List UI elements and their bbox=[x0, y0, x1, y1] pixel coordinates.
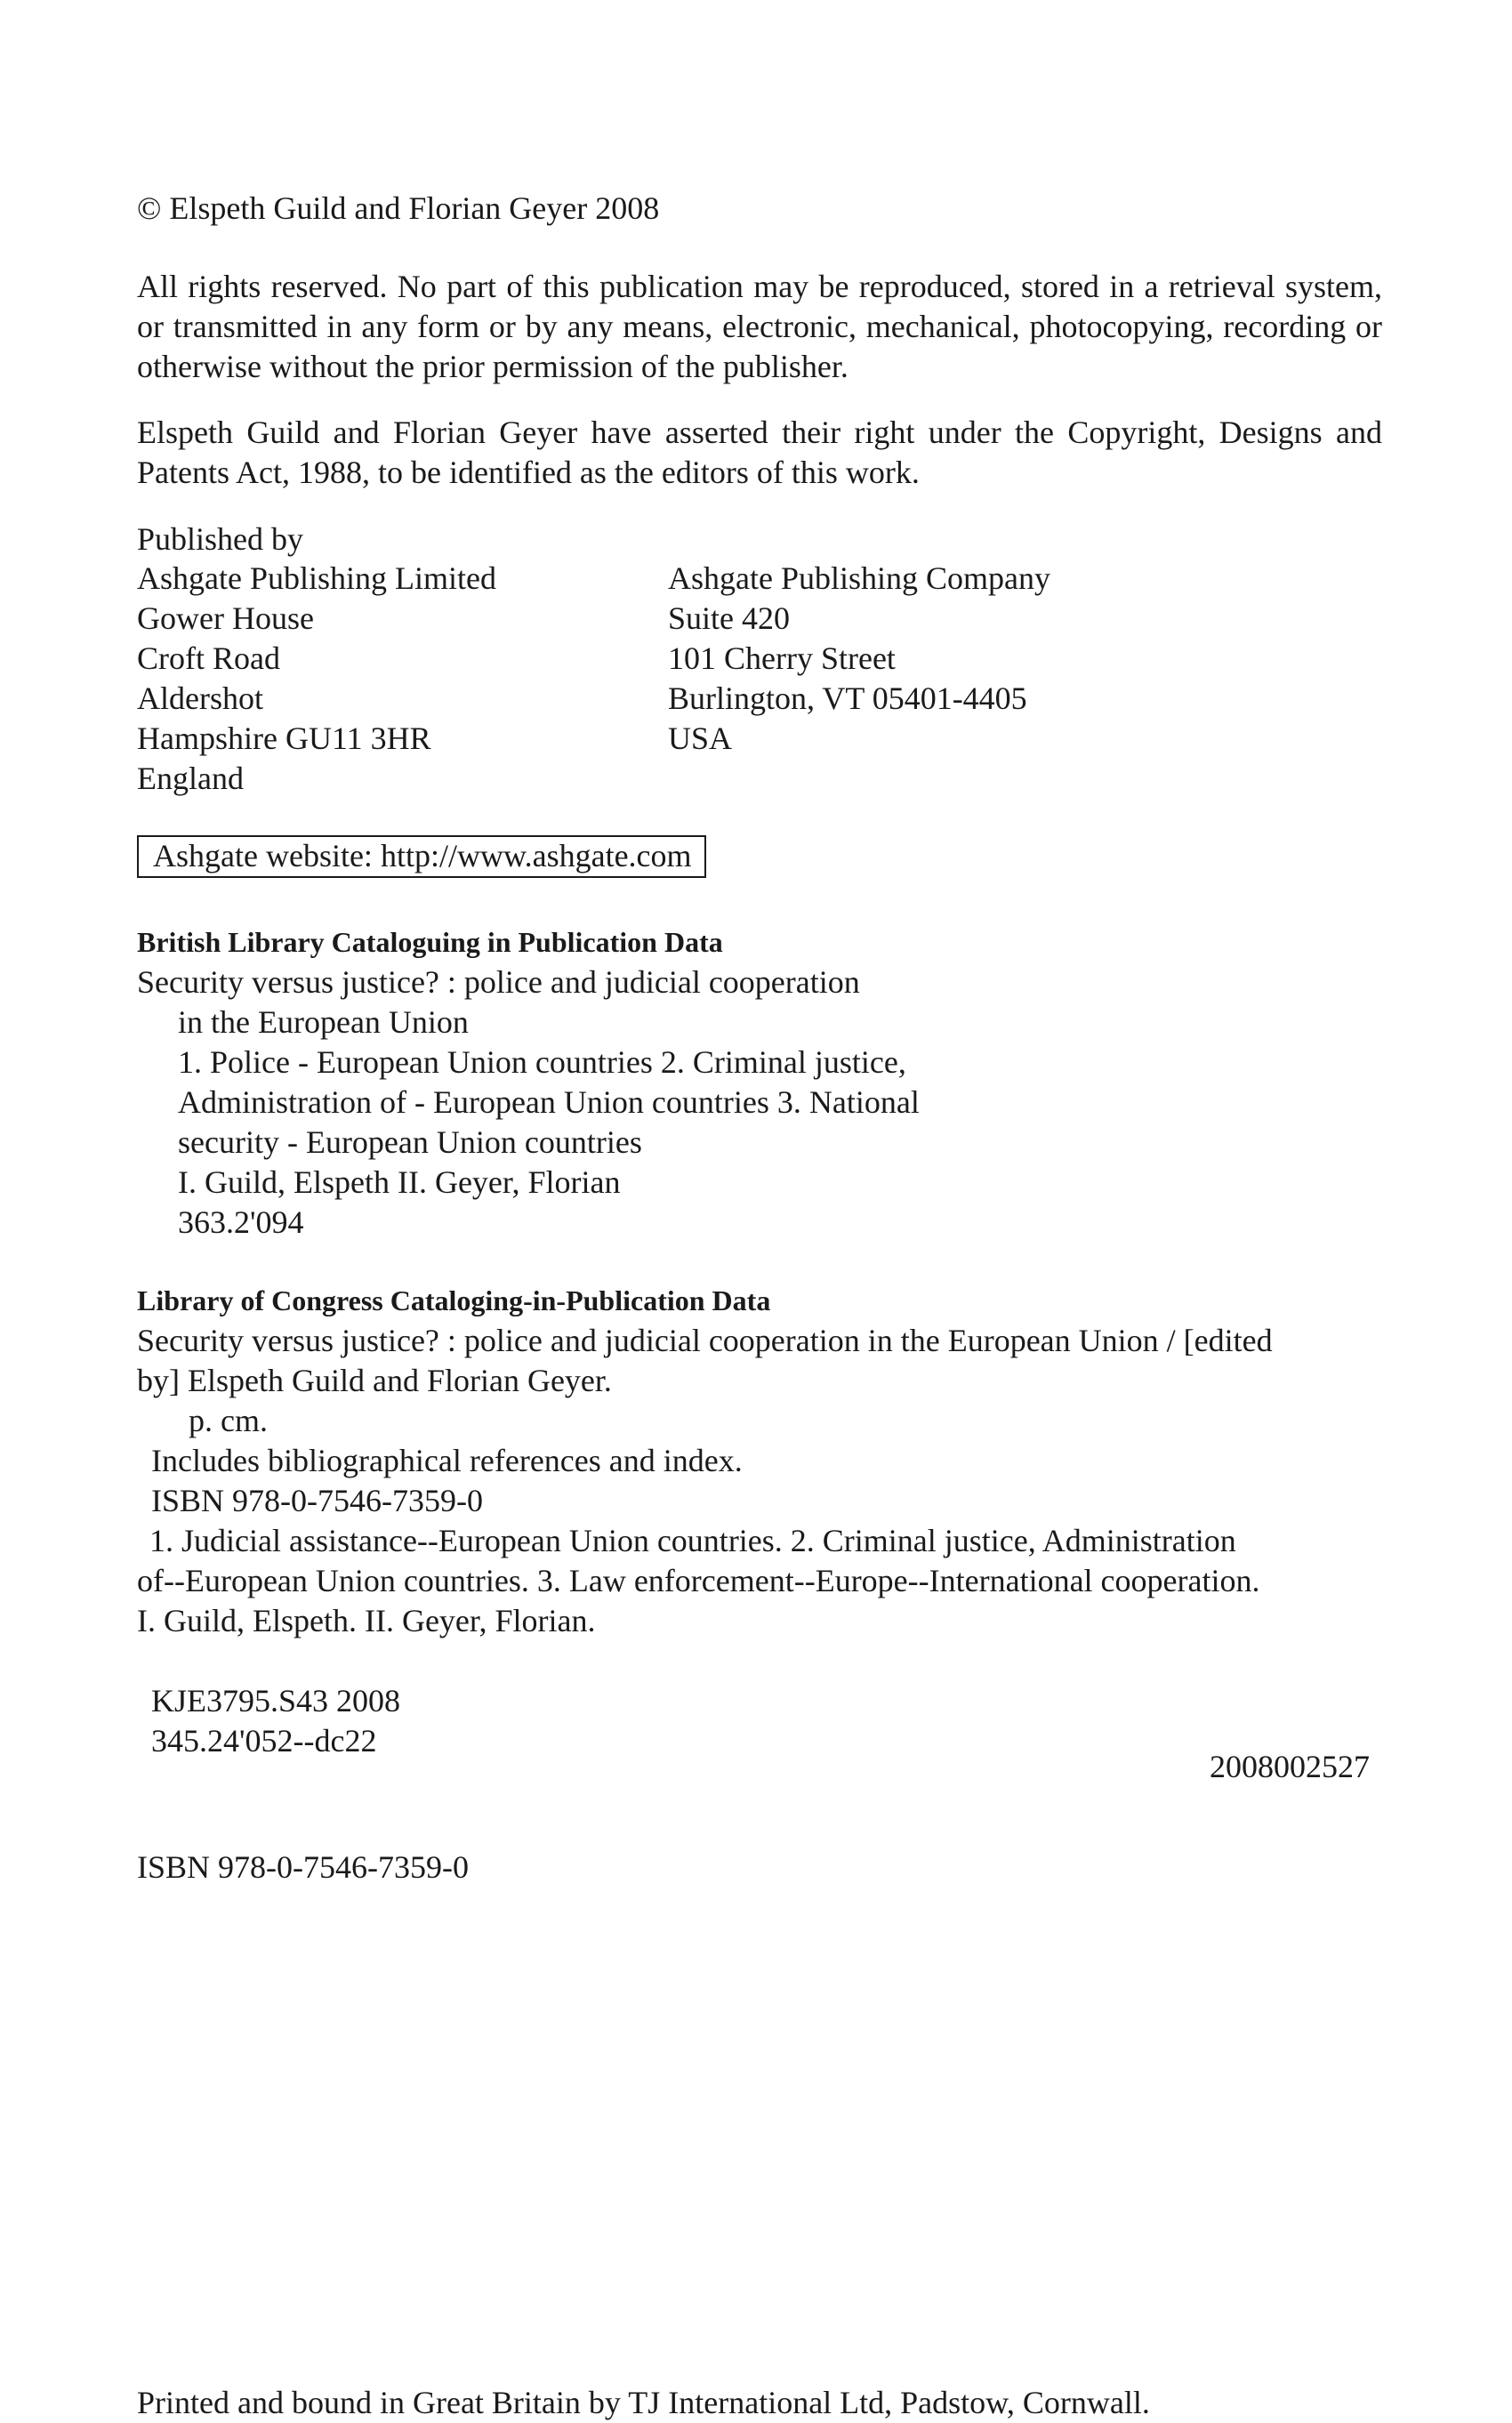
cip-line: by] Elspeth Guild and Florian Geyer. bbox=[137, 1363, 612, 1398]
isbn: ISBN 978-0-7546-7359-0 bbox=[137, 1849, 469, 1885]
loc-control-number: 2008002527 bbox=[1210, 1749, 1370, 1784]
cip-line: 1. Judicial assistance--European Union countries. 2. Criminal justice, Administration bbox=[149, 1523, 1236, 1558]
uk-publisher-address bbox=[137, 559, 662, 799]
cip-line: of--European Union countries. 3. Law enforcement--Europe--International cooperation. bbox=[137, 1563, 1260, 1598]
cip-line: Administration of - European Union countries 3. National bbox=[178, 1084, 920, 1120]
address-line: 101 Cherry Street bbox=[668, 640, 896, 676]
publisher-website-box: Ashgate website: http://www.ashgate.com bbox=[137, 835, 706, 878]
cip-line: 345.24'052--dc22 bbox=[151, 1723, 377, 1759]
address-line: Suite 420 bbox=[668, 600, 791, 636]
cip-line: ISBN 978-0-7546-7359-0 bbox=[151, 1483, 483, 1518]
us-publisher-address bbox=[668, 559, 1291, 759]
address-line: Ashgate Publishing Limited bbox=[137, 560, 496, 596]
address-line: England bbox=[137, 761, 244, 796]
cip-line: p. cm. bbox=[189, 1403, 268, 1438]
rights-reserved-notice: All rights reserved. No part of this publication may be reproduced, stored in a retrieval system, or transmitted in any form or by any means, electronic, mechanical, photocopying, recording or otherwise without the prior permission of the publisher. bbox=[137, 269, 1382, 384]
cip-line: 363.2'094 bbox=[178, 1204, 304, 1240]
cip-line: I. Guild, Elspeth. II. Geyer, Florian. bbox=[137, 1603, 596, 1638]
cip-line: in the European Union bbox=[178, 1004, 469, 1040]
address-line: USA bbox=[668, 720, 733, 756]
library-of-congress-heading: Library of Congress Cataloging-in-Publication Data bbox=[137, 1284, 771, 1316]
cip-line: Security versus justice? : police and judicial cooperation bbox=[137, 964, 860, 1000]
address-line: Ashgate Publishing Company bbox=[668, 560, 1050, 596]
cip-line: 1. Police - European Union countries 2. Criminal justice, bbox=[178, 1044, 906, 1080]
cip-line: Security versus justice? : police and judicial cooperation in the European Union / [edited bbox=[137, 1323, 1273, 1358]
address-line: Gower House bbox=[137, 600, 314, 636]
british-library-cip bbox=[137, 922, 1382, 1243]
library-of-congress-cip bbox=[137, 1281, 1382, 1761]
printer-notice: Printed and bound in Great Britain by TJ International Ltd, Padstow, Cornwall. bbox=[137, 2385, 1150, 2420]
cip-line: Includes bibliographical references and index. bbox=[151, 1443, 743, 1478]
address-line: Aldershot bbox=[137, 680, 263, 716]
published-by-label: Published by bbox=[137, 521, 304, 557]
address-line: Hampshire GU11 3HR bbox=[137, 720, 431, 756]
moral-rights-notice: Elspeth Guild and Florian Geyer have asserted their right under the Copyright, Designs and Patents Act, 1988, to be identified as the editors of this work. bbox=[137, 415, 1382, 490]
address-line: Burlington, VT 05401-4405 bbox=[668, 680, 1027, 716]
cip-line: I. Guild, Elspeth II. Geyer, Florian bbox=[178, 1164, 621, 1200]
address-line: Croft Road bbox=[137, 640, 280, 676]
blank-line bbox=[137, 1641, 1382, 1681]
cip-line: KJE3795.S43 2008 bbox=[151, 1683, 401, 1719]
british-library-heading: British Library Cataloguing in Publication Data bbox=[137, 926, 723, 958]
cip-line: security - European Union countries bbox=[178, 1124, 642, 1160]
copyright-notice: © Elspeth Guild and Florian Geyer 2008 bbox=[137, 190, 660, 226]
